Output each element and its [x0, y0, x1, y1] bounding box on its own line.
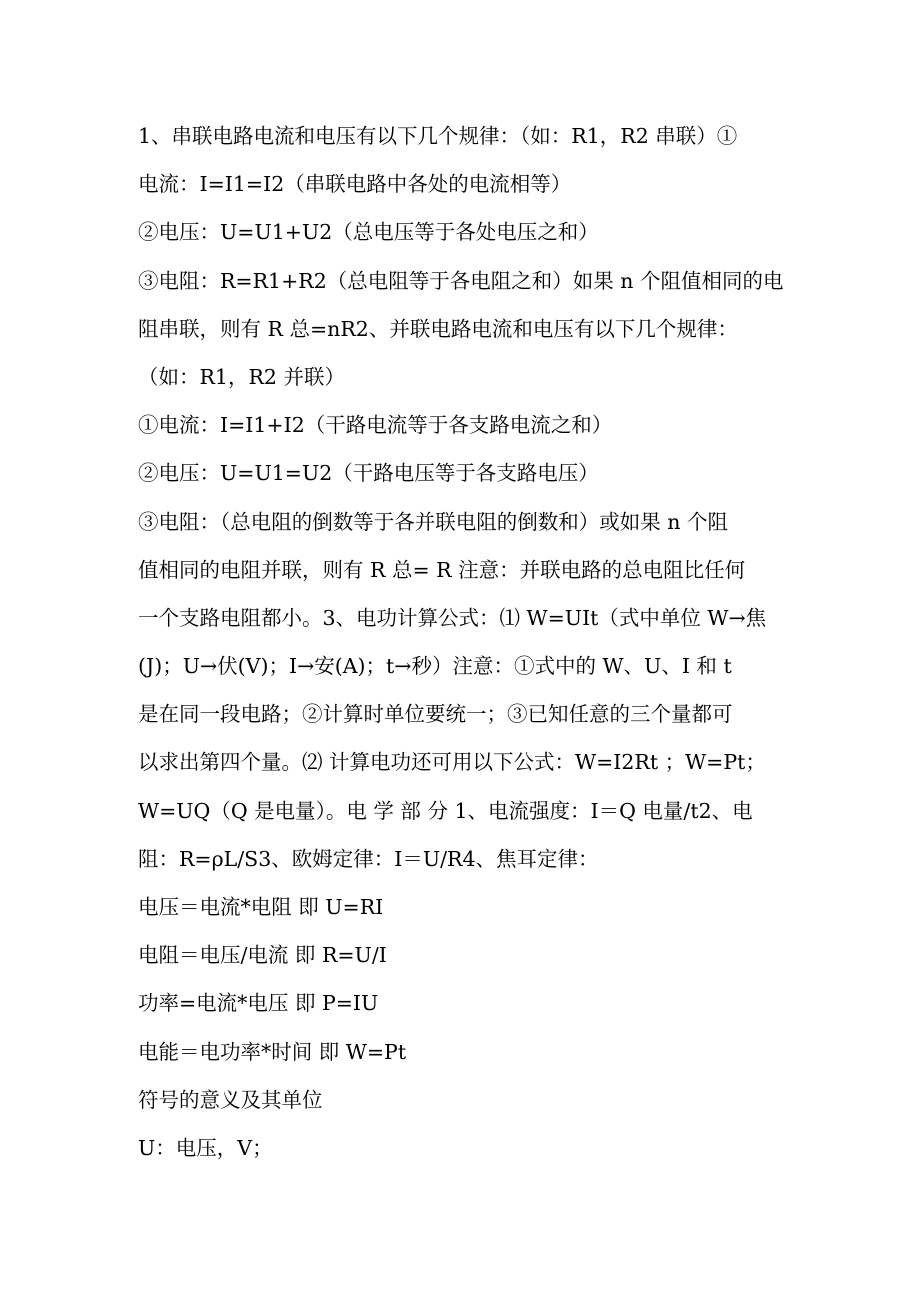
text-line: 阻：R=ρL/S3、欧姆定律：I＝U/R4、焦耳定律： — [138, 846, 599, 871]
text-line: 电能＝电功率*时间 即 W=Pt — [138, 1039, 407, 1064]
text-line: W=UQ（Q 是电量）。电 学 部 分 1、电流强度：I＝Q 电量/t2、电 — [138, 798, 753, 823]
text-line: （如：R1，R2 并联） — [138, 364, 345, 389]
text-line: ①电流：I=I1+I2（干路电流等于各支路电流之和） — [138, 413, 613, 438]
document-body — [138, 112, 798, 1172]
text-line: 是在同一段电路；②计算时单位要统一；③已知任意的三个量都可 — [138, 702, 733, 727]
text-line: ③电阻：R=R1+R2（总电阻等于各电阻之和）如果 n 个阻值相同的电 — [138, 268, 784, 293]
text-line: ②电压：U=U1=U2（干路电压等于各支路电压） — [138, 461, 599, 486]
text-line: 值相同的电阻并联，则有 R 总= R 注意：并联电路的总电阻比任何 — [138, 557, 746, 582]
text-line: 以求出第四个量。⑵ 计算电功还可用以下公式：W=I2Rt ；W=Pt； — [138, 750, 766, 775]
text-line: 阻串联，则有 R 总=nR2、并联电路电流和电压有以下几个规律： — [138, 316, 738, 341]
text-line: 电阻＝电压/电流 即 R=U/I — [138, 943, 387, 968]
text-line: 1、串联电路电流和电压有以下几个规律：（如：R1，R2 串联）① — [138, 124, 738, 148]
text-line: 功率=电流*电压 即 P=IU — [138, 991, 379, 1016]
text-line: 电压＝电流*电阻 即 U=RI — [138, 895, 384, 919]
text-line: U：电压，V； — [138, 1135, 273, 1160]
text-line: 符号的意义及其单位 — [138, 1087, 323, 1112]
text-line: (J)；U→伏(V)；I→安(A)；t→秒）注意：①式中的 W、U、I 和 t — [138, 654, 732, 679]
text-line: ③电阻：（总电阻的倒数等于各并联电阻的倒数和）或如果 n 个阻 — [138, 509, 728, 534]
text-line: 电流：I=I1=I2（串联电路中各处的电流相等） — [138, 172, 572, 197]
text-line: ②电压：U=U1+U2（总电压等于各处电压之和） — [138, 220, 599, 245]
text-line: 一个支路电阻都小。3、电功计算公式：⑴ W=UIt（式中单位 W→焦 — [138, 605, 767, 630]
